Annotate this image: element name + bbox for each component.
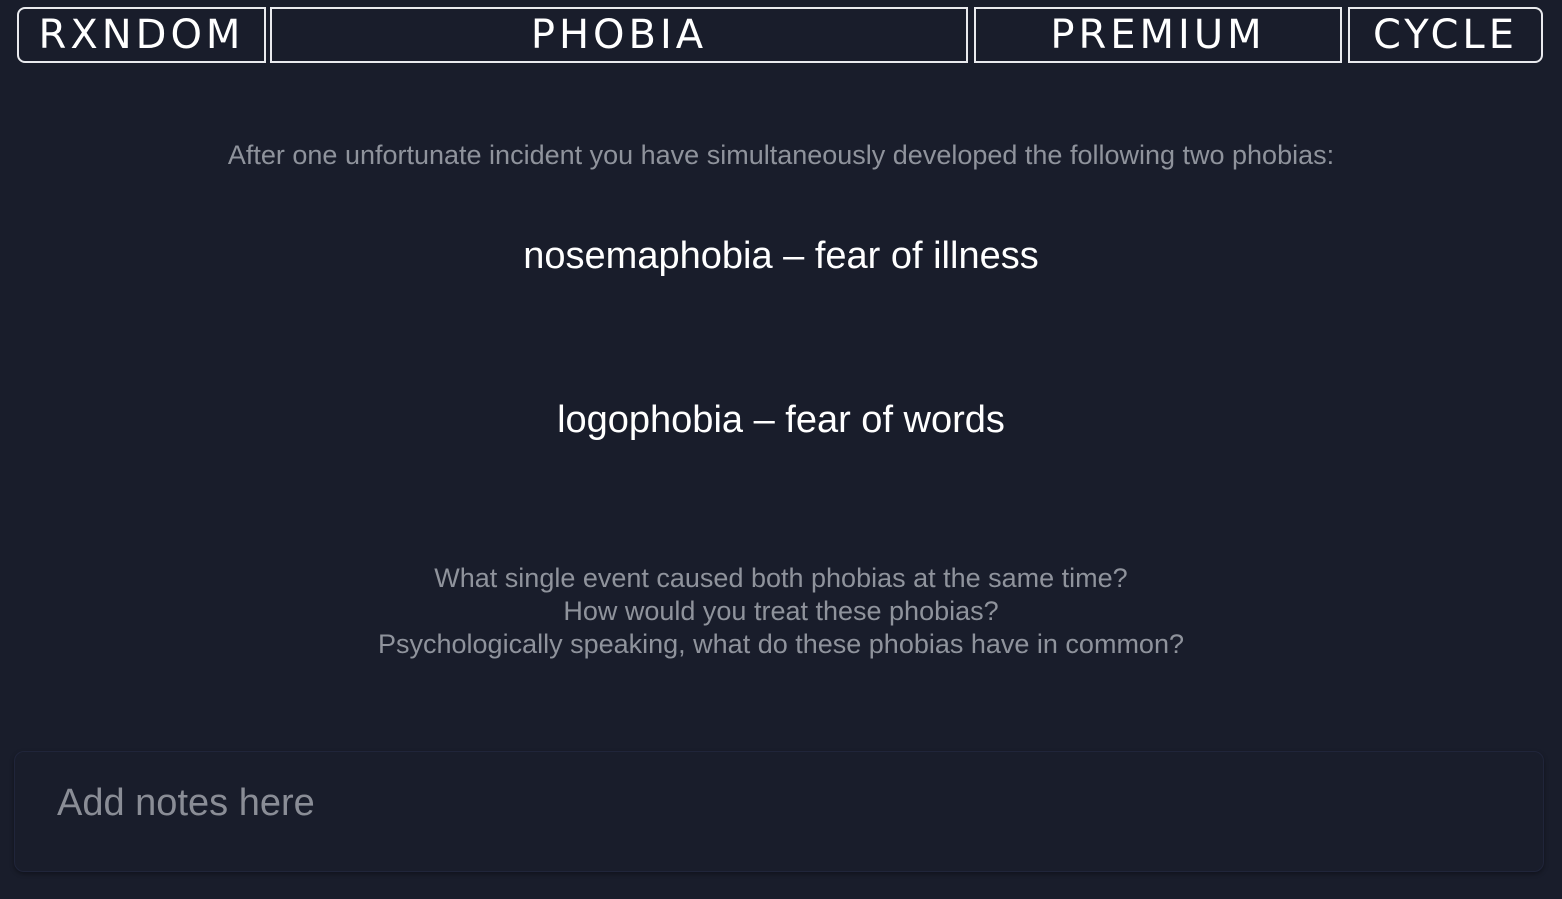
prompt-intro-text: After one unfortunate incident you have simultaneously developed the following two phobias: bbox=[227, 140, 1335, 170]
phobia-category-button[interactable] bbox=[270, 7, 968, 63]
question-event: What single event caused both phobias at the same time? bbox=[434, 563, 1128, 593]
prompt-questions bbox=[0, 562, 1562, 661]
phobia-item-logophobia: logophobia – fear of words bbox=[557, 399, 1005, 441]
random-logo-button[interactable] bbox=[17, 7, 266, 63]
top-navigation-bar bbox=[0, 0, 1562, 70]
phobia-item-nosemaphobia: nosemaphobia – fear of illness bbox=[523, 235, 1039, 277]
cycle-button-label: CYCLE bbox=[1373, 12, 1518, 58]
cycle-button[interactable] bbox=[1348, 7, 1543, 63]
premium-button[interactable] bbox=[974, 7, 1342, 63]
question-treatment: How would you treat these phobias? bbox=[563, 596, 999, 626]
notes-input[interactable] bbox=[14, 751, 1544, 872]
phobia-category-label: PHOBIA bbox=[530, 12, 708, 58]
random-logo-label: RXNDOM bbox=[38, 12, 245, 58]
question-common: Psychologically speaking, what do these phobias have in common? bbox=[378, 629, 1184, 659]
premium-button-label: PREMIUM bbox=[1050, 12, 1266, 58]
